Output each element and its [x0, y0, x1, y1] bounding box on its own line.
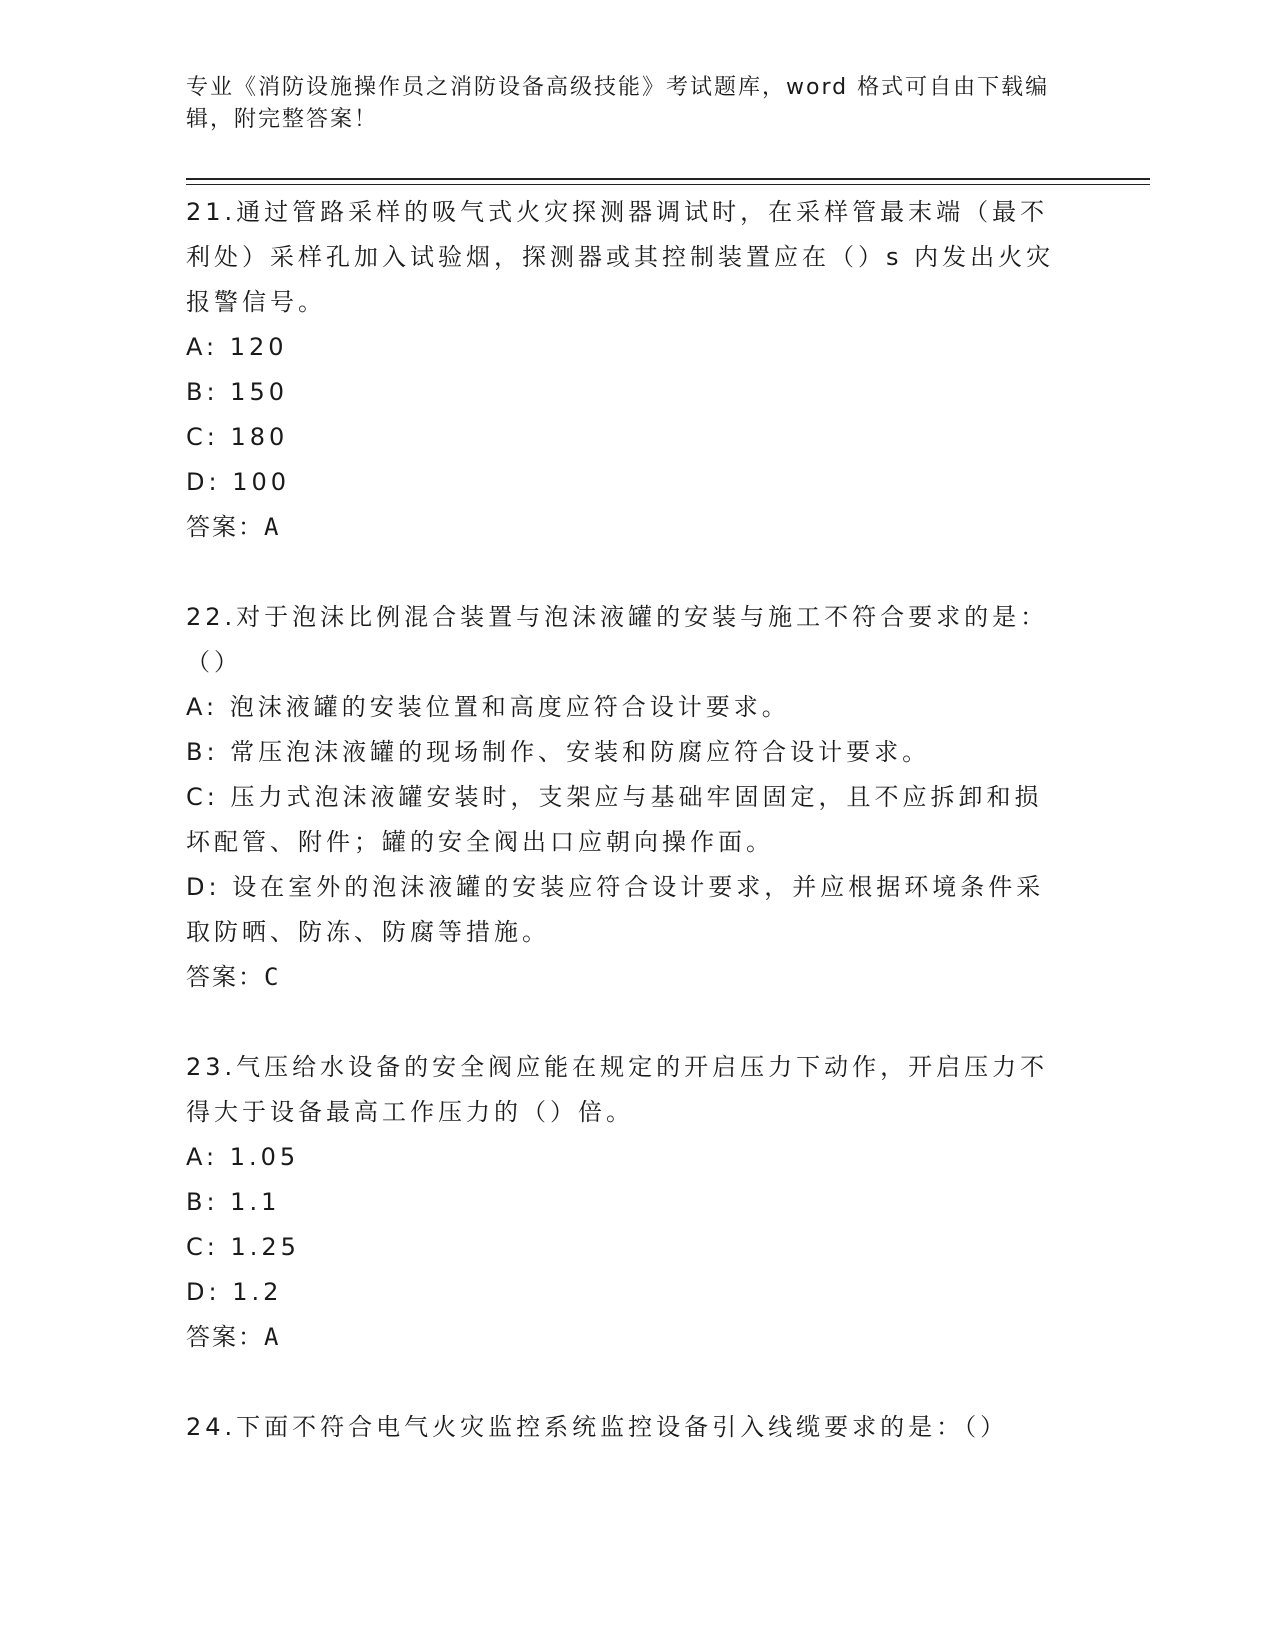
option-d: D: 100 — [186, 468, 291, 496]
question-stem-line: 23.气压给水设备的安全阀应能在规定的开启压力下动作，开启压力不 — [186, 1053, 1049, 1081]
option-b: B: 1.1 — [186, 1188, 281, 1216]
option-d: D: 1.2 — [186, 1278, 283, 1306]
answer-line: 答案：C — [186, 963, 281, 991]
option-c: C: 180 — [186, 423, 289, 451]
question-stem-line: 报警信号。 — [186, 288, 326, 316]
answer-line: 答案：A — [186, 1323, 281, 1351]
option-a: A: 泡沫液罐的安装位置和高度应符合设计要求。 — [186, 693, 790, 721]
question-23 — [186, 1045, 1086, 1360]
question-list — [186, 190, 1086, 1450]
spacer — [186, 1360, 1086, 1405]
header-divider-thin — [186, 184, 1150, 185]
header-line-2: 辑，附完整答案！ — [186, 107, 379, 132]
question-24 — [186, 1405, 1086, 1450]
question-21 — [186, 190, 1086, 550]
answer-line: 答案：A — [186, 513, 281, 541]
option-c: C: 压力式泡沫液罐安装时，支架应与基础牢固固定，且不应拆卸和损 — [186, 783, 1043, 811]
spacer — [186, 1000, 1086, 1045]
question-stem-line: 得大于设备最高工作压力的（）倍。 — [186, 1098, 634, 1126]
header-divider-thick — [186, 178, 1150, 180]
question-stem-line: 22.对于泡沫比例混合装置与泡沫液罐的安装与施工不符合要求的是： — [186, 603, 1049, 631]
question-stem-line: （） — [186, 648, 242, 676]
option-d-continued: 取防晒、防冻、防腐等措施。 — [186, 918, 550, 946]
option-a: A: 1.05 — [186, 1143, 300, 1171]
question-stem-line: 21.通过管路采样的吸气式火灾探测器调试时，在采样管最末端（最不 — [186, 198, 1049, 226]
option-a: A: 120 — [186, 333, 288, 361]
question-22 — [186, 595, 1086, 1000]
option-d: D: 设在室外的泡沫液罐的安装应符合设计要求，并应根据环境条件采 — [186, 873, 1045, 901]
document-header — [186, 72, 1066, 136]
option-c: C: 1.25 — [186, 1233, 300, 1261]
question-stem-line: 利处）采样孔加入试验烟，探测器或其控制装置应在（）s 内发出火灾 — [186, 243, 1055, 271]
option-b: B: 常压泡沫液罐的现场制作、安装和防腐应符合设计要求。 — [186, 738, 931, 766]
header-line-1: 专业《消防设施操作员之消防设备高级技能》考试题库，word 格式可自由下载编 — [186, 75, 1050, 100]
question-stem-line: 24.下面不符合电气火灾监控系统监控设备引入线缆要求的是：（） — [186, 1413, 1009, 1441]
option-c-continued: 坏配管、附件；罐的安全阀出口应朝向操作面。 — [186, 828, 774, 856]
spacer — [186, 550, 1086, 595]
option-b: B: 150 — [186, 378, 288, 406]
